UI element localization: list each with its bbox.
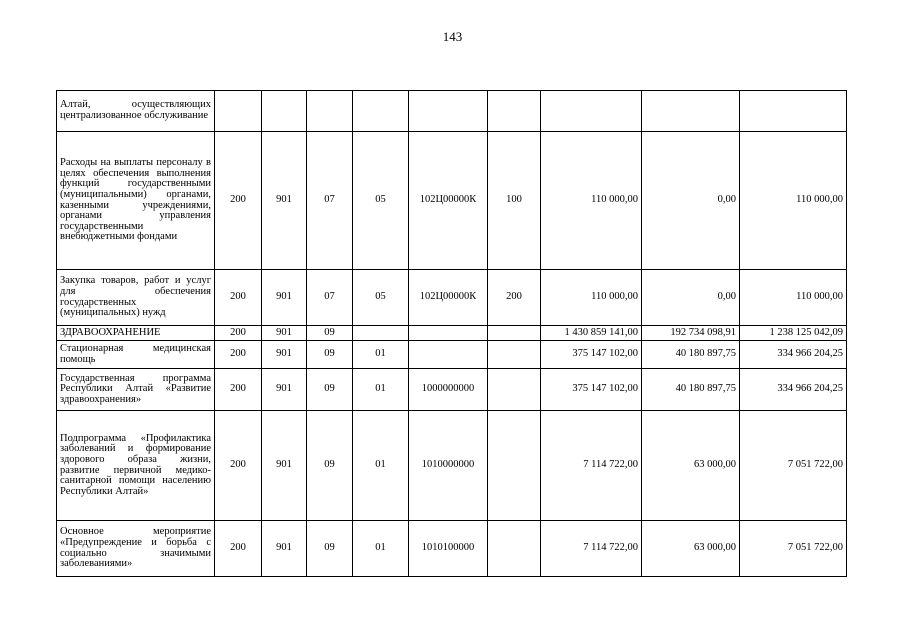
ministry-code: 901 (262, 132, 307, 270)
federal-amount: 40 180 897,75 (642, 369, 740, 411)
federal-amount: 0,00 (642, 132, 740, 270)
ministry-code: 901 (262, 326, 307, 341)
admin-code: 200 (215, 326, 262, 341)
federal-amount (642, 91, 740, 132)
expense-type (488, 411, 541, 521)
target-article: 102Ц00000К (409, 132, 488, 270)
ministry-code: 901 (262, 369, 307, 411)
federal-amount: 0,00 (642, 270, 740, 326)
section-code: 09 (307, 521, 353, 577)
regional-amount: 334 966 204,25 (740, 341, 847, 369)
regional-amount (740, 91, 847, 132)
ministry-code: 901 (262, 521, 307, 577)
page-number: 143 (442, 29, 463, 44)
regional-amount: 334 966 204,25 (740, 369, 847, 411)
target-article: 1010000000 (409, 411, 488, 521)
target-article (409, 341, 488, 369)
row-name: Подпрограмма «Профилактика заболеваний и формирование здорового образа жизни, развитие первичной медико-санитарной помощи населению Республики Алтай» (57, 411, 215, 521)
expense-type (488, 341, 541, 369)
regional-amount: 1 238 125 042,09 (740, 326, 847, 341)
total-amount: 110 000,00 (541, 270, 642, 326)
total-amount: 110 000,00 (541, 132, 642, 270)
section-code: 07 (307, 132, 353, 270)
expense-type (488, 91, 541, 132)
total-amount: 7 114 722,00 (541, 521, 642, 577)
table-row (57, 341, 847, 369)
regional-amount: 110 000,00 (740, 270, 847, 326)
total-amount: 1 430 859 141,00 (541, 326, 642, 341)
admin-code: 200 (215, 521, 262, 577)
expense-type (488, 521, 541, 577)
target-article (409, 326, 488, 341)
table-row (57, 411, 847, 521)
subsection-code: 01 (353, 341, 409, 369)
row-name: Расходы на выплаты персоналу в целях обеспечения выполнения функций государственными (муниципальными) органами, казенными учреждениями, органами управления государственными внебюджетными фондами (57, 132, 215, 270)
subsection-code (353, 326, 409, 341)
section-code: 09 (307, 411, 353, 521)
subsection-code: 01 (353, 369, 409, 411)
total-amount: 7 114 722,00 (541, 411, 642, 521)
target-article (409, 91, 488, 132)
admin-code: 200 (215, 270, 262, 326)
regional-amount: 110 000,00 (740, 132, 847, 270)
row-name: Государственная программа Республики Алтай «Развитие здравоохранения» (57, 369, 215, 411)
table-row (57, 369, 847, 411)
ministry-code: 901 (262, 411, 307, 521)
section-code: 07 (307, 270, 353, 326)
target-article: 1000000000 (409, 369, 488, 411)
section-code: 09 (307, 341, 353, 369)
target-article: 1010100000 (409, 521, 488, 577)
expense-type: 200 (488, 270, 541, 326)
table-row (57, 326, 847, 341)
ministry-code: 901 (262, 270, 307, 326)
subsection-code: 05 (353, 270, 409, 326)
total-amount (541, 91, 642, 132)
admin-code (215, 91, 262, 132)
table-row (57, 132, 847, 270)
ministry-code (262, 91, 307, 132)
row-name: Стационарная медицинская помощь (57, 341, 215, 369)
section-code: 09 (307, 326, 353, 341)
federal-amount: 40 180 897,75 (642, 341, 740, 369)
row-name: Алтай, осуществляющих централизованное обслуживание (57, 91, 215, 132)
expense-type (488, 326, 541, 341)
federal-amount: 192 734 098,91 (642, 326, 740, 341)
total-amount: 375 147 102,00 (541, 341, 642, 369)
table-row (57, 91, 847, 132)
admin-code: 200 (215, 132, 262, 270)
section-code: 09 (307, 369, 353, 411)
table-row (57, 521, 847, 577)
row-name: ЗДРАВООХРАНЕНИЕ (57, 326, 215, 341)
federal-amount: 63 000,00 (642, 411, 740, 521)
subsection-code: 05 (353, 132, 409, 270)
ministry-code: 901 (262, 341, 307, 369)
row-name: Основное мероприятие «Предупреждение и борьба с социально значимыми заболеваниями» (57, 521, 215, 577)
federal-amount: 63 000,00 (642, 521, 740, 577)
admin-code: 200 (215, 341, 262, 369)
regional-amount: 7 051 722,00 (740, 411, 847, 521)
section-code (307, 91, 353, 132)
row-name: Закупка товаров, работ и услуг для обеспечения государственных (муниципальных) нужд (57, 270, 215, 326)
subsection-code: 01 (353, 521, 409, 577)
subsection-code: 01 (353, 411, 409, 521)
total-amount: 375 147 102,00 (541, 369, 642, 411)
expense-type (488, 369, 541, 411)
regional-amount: 7 051 722,00 (740, 521, 847, 577)
admin-code: 200 (215, 411, 262, 521)
budget-table (56, 90, 847, 577)
table-row (57, 270, 847, 326)
subsection-code (353, 91, 409, 132)
expense-type: 100 (488, 132, 541, 270)
target-article: 102Ц00000К (409, 270, 488, 326)
admin-code: 200 (215, 369, 262, 411)
